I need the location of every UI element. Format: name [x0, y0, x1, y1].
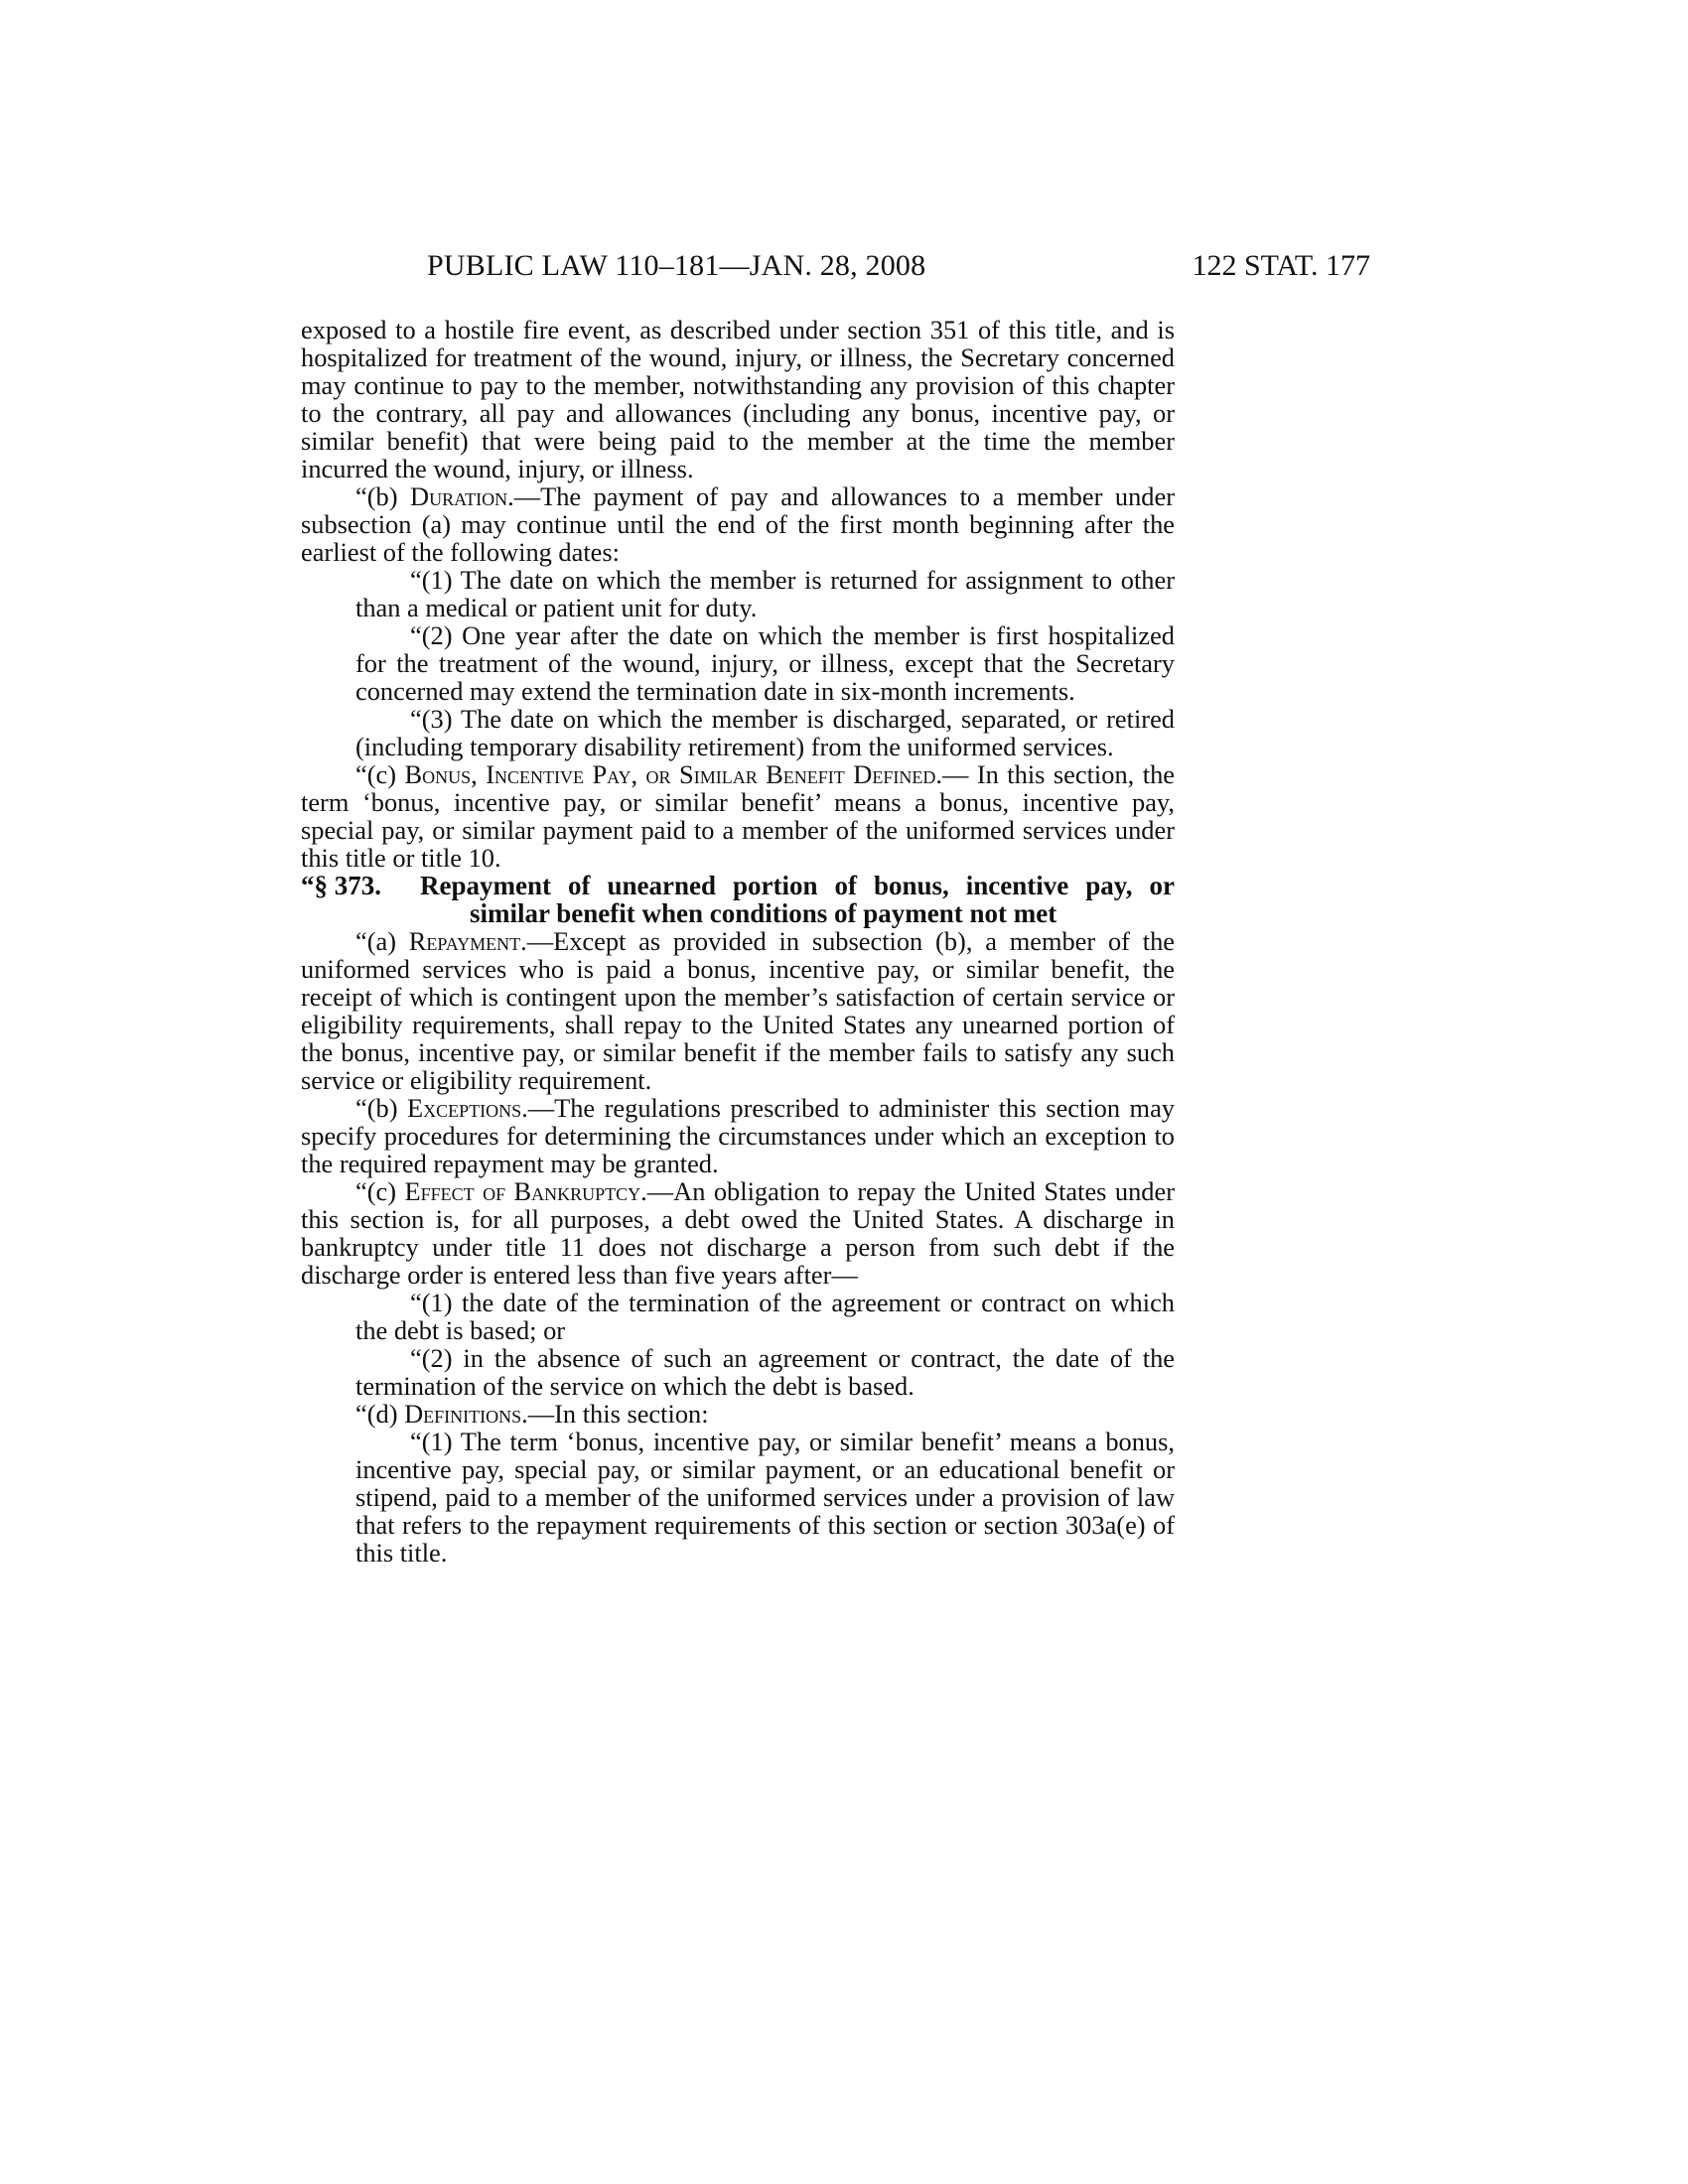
subsection-c-bankruptcy	[301, 1177, 1175, 1289]
subsection-heading: Definitions	[404, 1399, 522, 1429]
subsection-heading: Duration	[410, 481, 508, 511]
subsection-heading: Repayment	[408, 926, 521, 956]
statute-page-number: 122 STAT. 177	[1192, 249, 1370, 282]
list-item: “(1) The term ‘bonus, incentive pay, or similar benefit’ means a bonus, incentive pay, special pay, or similar payment, or an educational benefit or stipend, paid to a member of the uniformed services under a provision of law that refers to the repayment requirements of this section or section 303a(e) of this title.	[355, 1427, 1175, 1568]
list-item: “(1) the date of the termination of the agreement or contract on which the debt is based; or	[355, 1288, 1175, 1345]
subsection-prefix: “(c)	[355, 759, 405, 789]
subsection-prefix: “(a)	[355, 926, 409, 956]
document-body	[301, 316, 1175, 1567]
subsection-text: .—The payment of pay and allowances to a member under subsection (a) may continue until the end of the first month beginning after the earliest of the following dates:	[301, 481, 1175, 567]
subsection-text: .—The regulations prescribed to administer this section may specify procedures for determining the circumstances under which an exception to the required repayment may be granted.	[301, 1093, 1175, 1178]
section-title: Repayment of unearned portion of bonus, incentive pay, or similar benefit when conditions of payment not met	[420, 871, 1175, 928]
subsection-prefix: “(d)	[355, 1399, 405, 1429]
subsection-b-duration	[301, 482, 1175, 566]
subsection-prefix: “(b)	[355, 1093, 407, 1123]
subsection-heading: Effect of Bankruptcy	[404, 1176, 641, 1206]
list-item: “(2) One year after the date on which the member is first hospitalized for the treatment of the wound, injury, or illness, except that the Secretary concerned may extend the termination date in six-month increments.	[355, 620, 1175, 706]
subsection-text: .—In this section:	[521, 1399, 709, 1429]
subsection-heading: Bonus, Incentive Pay, or Similar Benefit Defined	[404, 759, 936, 789]
subsection-prefix: “(b)	[355, 481, 411, 511]
list-item: “(1) The date on which the member is returned for assignment to other than a medical or patient unit for duty.	[355, 565, 1175, 622]
section-number: “§ 373.	[301, 871, 381, 900]
subsection-d-definitions	[301, 1400, 1175, 1428]
subsection-b-exceptions	[301, 1094, 1175, 1177]
subsection-a-repayment	[301, 927, 1175, 1094]
subsection-text: .—Except as provided in subsection (b), a member of the uniformed services who is paid a bonus, incentive pay, or similar benefit, the receipt of which is contingent upon the member’s satisfaction of certain service or eligibility requirements, shall repay to the United States any unearned portion of the bonus, incentive pay, or similar benefit if the member fails to satisfy any such service or eligibility requirement.	[301, 926, 1175, 1095]
paragraph-continuation: exposed to a hostile fire event, as described under section 351 of this title, and is hospitalized for treatment of the wound, injury, or illness, the Secretary concerned may continue to pay to the member, notwithstanding any provision of this chapter to the contrary, all pay and allowances (including any bonus, incentive pay, or similar benefit) that were being paid to the member at the time the member incurred the wound, injury, or illness.	[301, 315, 1175, 483]
subsection-text: .— In this section, the term ‘bonus, incentive pay, or similar benefit’ means a bonus, incentive pay, special pay, or similar payment paid to a member of the uniformed services under this title or title 10.	[301, 759, 1175, 873]
section-heading	[301, 872, 1175, 927]
page-header	[298, 246, 1370, 286]
running-head-title: PUBLIC LAW 110–181—JAN. 28, 2008	[427, 249, 926, 282]
subsection-heading: Exceptions	[406, 1093, 522, 1123]
subsection-text: .—An obligation to repay the United States under this section is, for all purposes, a debt owed the United States. A discharge in bankruptcy under title 11 does not discharge a person from such debt if the discharge order is entered less than five years after—	[301, 1176, 1175, 1290]
subsection-prefix: “(c)	[355, 1176, 405, 1206]
list-item: “(2) in the absence of such an agreement or contract, the date of the termination of the service on which the debt is based.	[355, 1343, 1175, 1401]
subsection-c-definition	[301, 760, 1175, 872]
list-item: “(3) The date on which the member is discharged, separated, or retired (including temporary disability retirement) from the uniformed services.	[355, 704, 1175, 761]
